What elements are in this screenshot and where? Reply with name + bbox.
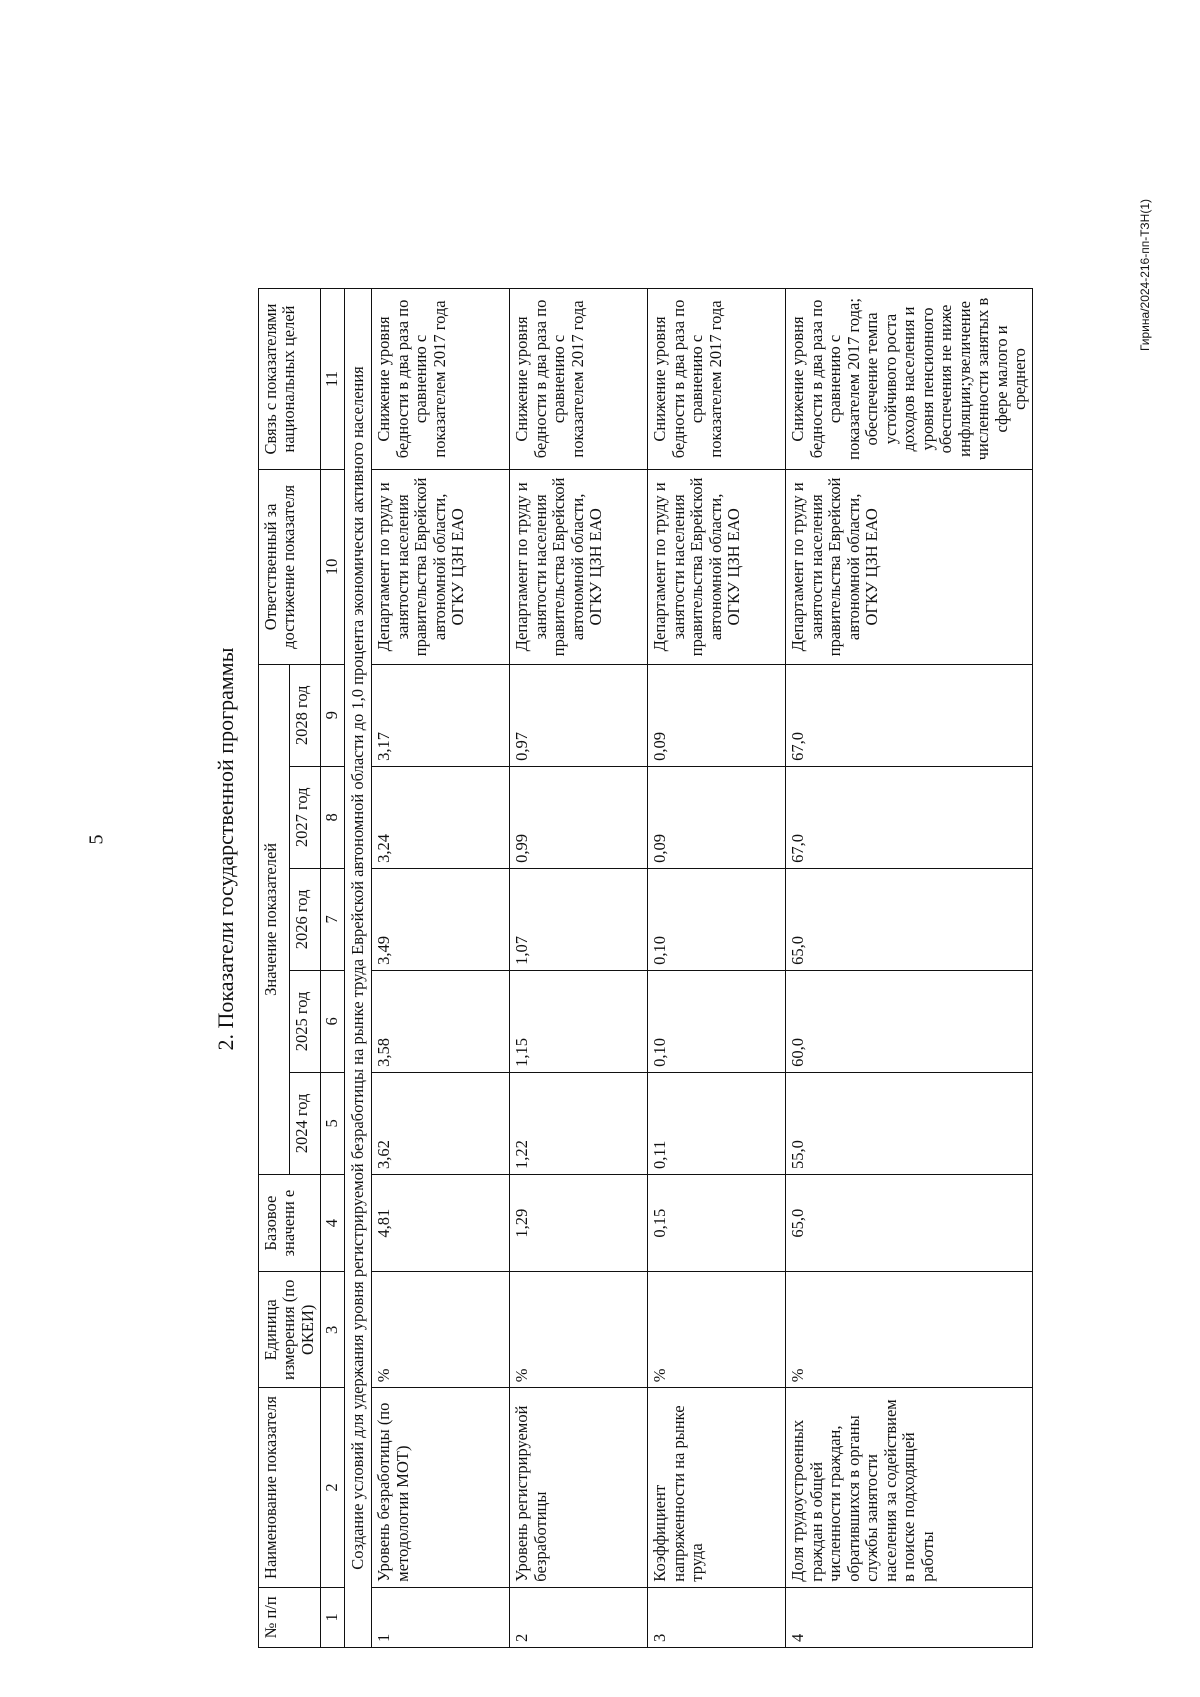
row-2027: 3,24 [372, 766, 510, 868]
row-num: 4 [786, 1587, 1033, 1647]
row-responsible: Департамент по труду и занятости населения правительства Еврейской автономной области, ОГКУ ЦЗН ЕАО [372, 469, 510, 664]
row-2026: 1,07 [510, 868, 648, 970]
row-2026: 3,49 [372, 868, 510, 970]
col-number: 10 [321, 469, 344, 664]
row-2028: 0,09 [648, 664, 786, 766]
col-number: 2 [321, 1388, 344, 1587]
row-unit: % [648, 1272, 786, 1388]
title-container [206, 0, 246, 1697]
row-unit: % [786, 1272, 1033, 1388]
header-2028: 2028 год [290, 664, 321, 766]
footer-code: Гирина/2024-216-пп-ТЗН(1) [1138, 199, 1152, 352]
row-2026: 65,0 [786, 868, 1033, 970]
row-name: Доля трудоустроенных граждан в общей численности граждан, обратившихся в органы службы занятости населения за содействием в поиске подходящей работы [786, 1388, 1033, 1587]
col-number: 6 [321, 970, 344, 1072]
column-numbers-row [321, 289, 344, 1648]
row-2024: 1,22 [510, 1072, 648, 1174]
header-link: Связь с показателями национальных целей [259, 289, 321, 470]
header-values-group: Значение показателей [259, 664, 290, 1174]
table-row [372, 289, 510, 1648]
row-2028: 3,17 [372, 664, 510, 766]
header-resp: Ответственный за достижение показателя [259, 469, 321, 664]
row-name: Уровень безработицы (по методологии МОТ) [372, 1388, 510, 1587]
page-number: 5 [85, 834, 108, 845]
row-2028: 0,97 [510, 664, 648, 766]
table-row [648, 289, 786, 1648]
header-base: Базовое значени е [259, 1174, 321, 1271]
row-base: 4,81 [372, 1174, 510, 1271]
row-2025: 1,15 [510, 970, 648, 1072]
col-number: 1 [321, 1587, 344, 1647]
col-number: 8 [321, 766, 344, 868]
row-link: Снижение уровня бедности в два раза по сравнению с показателем 2017 года; обеспечение темпа устойчивого роста доходов населения и уровня пенсионного обеспечения не ниже инфляции;увеличение численности занятых в сфере малого и среднего [786, 289, 1033, 470]
indicators-table [258, 288, 1033, 1648]
header-2027: 2027 год [290, 766, 321, 868]
header-2026: 2026 год [290, 868, 321, 970]
row-2025: 0,10 [648, 970, 786, 1072]
col-number: 11 [321, 289, 344, 470]
row-num: 1 [372, 1587, 510, 1647]
col-number: 9 [321, 664, 344, 766]
row-2025: 60,0 [786, 970, 1033, 1072]
row-link: Снижение уровня бедности в два раза по сравнению с показателем 2017 года [648, 289, 786, 470]
row-2028: 67,0 [786, 664, 1033, 766]
row-base: 65,0 [786, 1174, 1033, 1271]
col-number: 3 [321, 1272, 344, 1388]
header-2024: 2024 год [290, 1072, 321, 1174]
row-2027: 0,09 [648, 766, 786, 868]
footer-container [1130, 0, 1160, 1697]
row-2024: 0,11 [648, 1072, 786, 1174]
row-base: 0,15 [648, 1174, 786, 1271]
row-responsible: Департамент по труду и занятости населения правительства Еврейской автономной области, ОГКУ ЦЗН ЕАО [786, 469, 1033, 664]
header-num: № п/п [259, 1587, 321, 1647]
section-title: Создание условий для удержания уровня регистрируемой безработицы на рынке труда Еврейской автономной области до 1,0 процента экономически активного населения [344, 289, 371, 1648]
header-row [259, 289, 290, 1648]
row-unit: % [510, 1272, 648, 1388]
header-unit: Единица измерения (по ОКЕИ) [259, 1272, 321, 1388]
row-num: 3 [648, 1587, 786, 1647]
row-num: 2 [510, 1587, 648, 1647]
row-unit: % [372, 1272, 510, 1388]
header-2025: 2025 год [290, 970, 321, 1072]
row-2025: 3,58 [372, 970, 510, 1072]
row-2024: 55,0 [786, 1072, 1033, 1174]
page-title: 2. Показатели государственной программы [213, 647, 238, 1051]
col-number: 5 [321, 1072, 344, 1174]
row-2027: 67,0 [786, 766, 1033, 868]
row-base: 1,29 [510, 1174, 648, 1271]
row-2024: 3,62 [372, 1072, 510, 1174]
row-2026: 0,10 [648, 868, 786, 970]
row-link: Снижение уровня бедности в два раза по сравнению с показателем 2017 года [510, 289, 648, 470]
col-number: 7 [321, 868, 344, 970]
row-name: Коэффициент напряженности на рынке труда [648, 1388, 786, 1587]
header-name: Наименование показателя [259, 1388, 321, 1587]
row-link: Снижение уровня бедности в два раза по сравнению с показателем 2017 года [372, 289, 510, 470]
row-2027: 0,99 [510, 766, 648, 868]
table-row [510, 289, 648, 1648]
row-name: Уровень регистрируемой безработицы [510, 1388, 648, 1587]
indicators-table-container [258, 288, 1068, 1648]
table-row [786, 289, 1033, 1648]
row-responsible: Департамент по труду и занятости населения правительства Еврейской автономной области, ОГКУ ЦЗН ЕАО [648, 469, 786, 664]
col-number: 4 [321, 1174, 344, 1271]
section-row [344, 289, 371, 1648]
row-responsible: Департамент по труду и занятости населения правительства Еврейской автономной области, ОГКУ ЦЗН ЕАО [510, 469, 648, 664]
